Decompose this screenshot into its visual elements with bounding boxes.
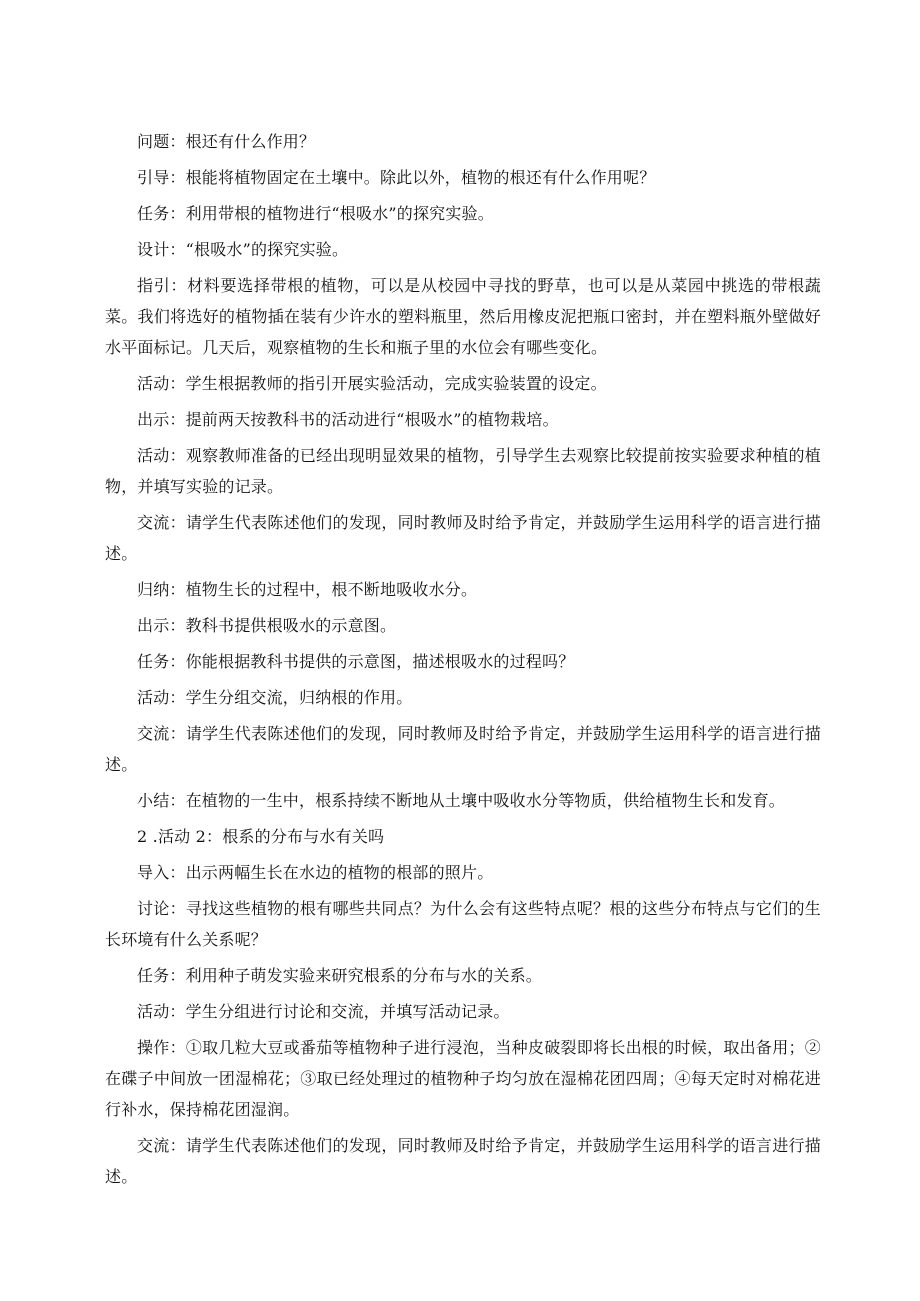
paragraph-instruction — [105, 270, 821, 363]
paragraph-label: 活动： — [137, 688, 186, 707]
paragraph-label: 任务： — [137, 652, 186, 671]
paragraph-exchange — [105, 507, 821, 569]
paragraph-activity — [105, 368, 821, 399]
paragraph-text: 你能根据教科书提供的示意图，描述根吸水的过程吗？ — [185, 652, 575, 671]
paragraph-label: 操作： — [137, 1038, 186, 1057]
paragraph-design — [105, 234, 821, 265]
paragraph-label: 出示： — [137, 616, 186, 635]
paragraph-operation — [105, 1032, 821, 1125]
paragraph-text: 学生分组进行讨论和交流，并填写活动记录。 — [185, 1002, 510, 1021]
paragraph-exchange — [105, 718, 821, 780]
paragraph-text: 请学生代表陈述他们的发现，同时教师及时给予肯定，并鼓励学生运用科学的语言进行描述。 — [105, 724, 821, 774]
paragraph-label: 出示： — [137, 410, 186, 429]
paragraph-discussion — [105, 893, 821, 955]
paragraph-text: 材料要选择带根的植物，可以是从校园中寻找的野草，也可以是从菜园中挑选的带根蔬菜。我们将选好的植物插在装有少许水的塑料瓶里，然后用橡皮泥把瓶口密封，并在塑料瓶外壁做好水平面标记。几天后，观察植物的生长和瓶子里的水位会有哪些变化。 — [105, 276, 821, 357]
paragraph-text: 寻找这些植物的根有哪些共同点？为什么会有这些特点呢？根的这些分布特点与它们的生长环境有什么关系呢？ — [105, 899, 821, 949]
paragraph-text: 根还有什么作用？ — [185, 132, 316, 151]
paragraph-activity — [105, 996, 821, 1027]
paragraph-conclusion — [105, 785, 821, 816]
paragraph-task — [105, 646, 821, 677]
paragraph-text: “根吸水”的探究实验。 — [185, 240, 349, 259]
paragraph-text: 观察教师准备的已经出现明显效果的植物，引导学生去观察比较提前按实验要求种植的植物，并填写实验的记录。 — [105, 446, 821, 496]
paragraph-activity — [105, 682, 821, 713]
paragraph-text: 学生根据教师的指引开展实验活动，完成实验装置的设定。 — [185, 374, 607, 393]
paragraph-text: 教科书提供根吸水的示意图。 — [185, 616, 397, 635]
paragraph-text: 提前两天按教科书的活动进行“根吸水”的植物栽培。 — [185, 410, 559, 429]
paragraph-text: 在植物的一生中，根系持续不断地从土壤中吸收水分等物质，供给植物生长和发育。 — [185, 791, 786, 810]
paragraph-label: 引导： — [137, 168, 186, 187]
paragraph-label: 交流： — [137, 513, 186, 532]
paragraph-text: 请学生代表陈述他们的发现，同时教师及时给予肯定，并鼓励学生运用科学的语言进行描述。 — [105, 513, 821, 563]
section-title: 根系的分布与水有关吗 — [222, 827, 385, 846]
paragraph-text: 请学生代表陈述他们的发现，同时教师及时给予肯定，并鼓励学生运用科学的语言进行描述。 — [105, 1136, 821, 1186]
paragraph-label: 任务： — [137, 204, 186, 223]
paragraph-task — [105, 198, 821, 229]
paragraph-label: 问题： — [137, 132, 186, 151]
paragraph-summary — [105, 574, 821, 605]
paragraph-exchange — [105, 1130, 821, 1192]
paragraph-label: 任务： — [137, 966, 186, 985]
section-heading-activity-2 — [105, 821, 821, 852]
paragraph-task — [105, 960, 821, 991]
paragraph-text: ①取几粒大豆或番茄等植物种子进行浸泡，当种皮破裂即将长出根的时候，取出备用；②在碟子中间放一团湿棉花；③取已经处理过的植物种子均匀放在湿棉花团四周；④每天定时对棉花进行补水，保持棉花团湿润。 — [105, 1038, 821, 1119]
paragraph-label: 导入： — [137, 863, 186, 882]
paragraph-text: 利用种子萌发实验来研究根系的分布与水的关系。 — [185, 966, 543, 985]
paragraph-label: 交流： — [137, 724, 186, 743]
paragraph-label: 指引： — [137, 276, 188, 295]
paragraph-label: 交流： — [137, 1136, 186, 1155]
paragraph-text: 学生分组交流，归纳根的作用。 — [185, 688, 413, 707]
paragraph-label: 活动： — [137, 446, 186, 465]
paragraph-activity — [105, 440, 821, 502]
paragraph-text: 植物生长的过程中，根不断地吸收水分。 — [185, 580, 478, 599]
paragraph-intro — [105, 857, 821, 888]
paragraph-show — [105, 404, 821, 435]
paragraph-text: 利用带根的植物进行“根吸水”的探究实验。 — [185, 204, 494, 223]
paragraph-show — [105, 610, 821, 641]
paragraph-label: 活动： — [137, 1002, 186, 1021]
paragraph-label: 讨论： — [137, 899, 186, 918]
document-body — [105, 126, 821, 1197]
paragraph-label: 活动： — [137, 374, 186, 393]
paragraph-text: 根能将植物固定在土壤中。除此以外，植物的根还有什么作用呢？ — [185, 168, 656, 187]
paragraph-text: 出示两幅生长在水边的植物的根部的照片。 — [185, 863, 494, 882]
paragraph-guide — [105, 162, 821, 193]
paragraph-label: 设计： — [137, 240, 186, 259]
paragraph-label: 归纳： — [137, 580, 186, 599]
section-number: 2 .活动 2： — [137, 827, 223, 846]
paragraph-question — [105, 126, 821, 157]
paragraph-label: 小结： — [137, 791, 186, 810]
